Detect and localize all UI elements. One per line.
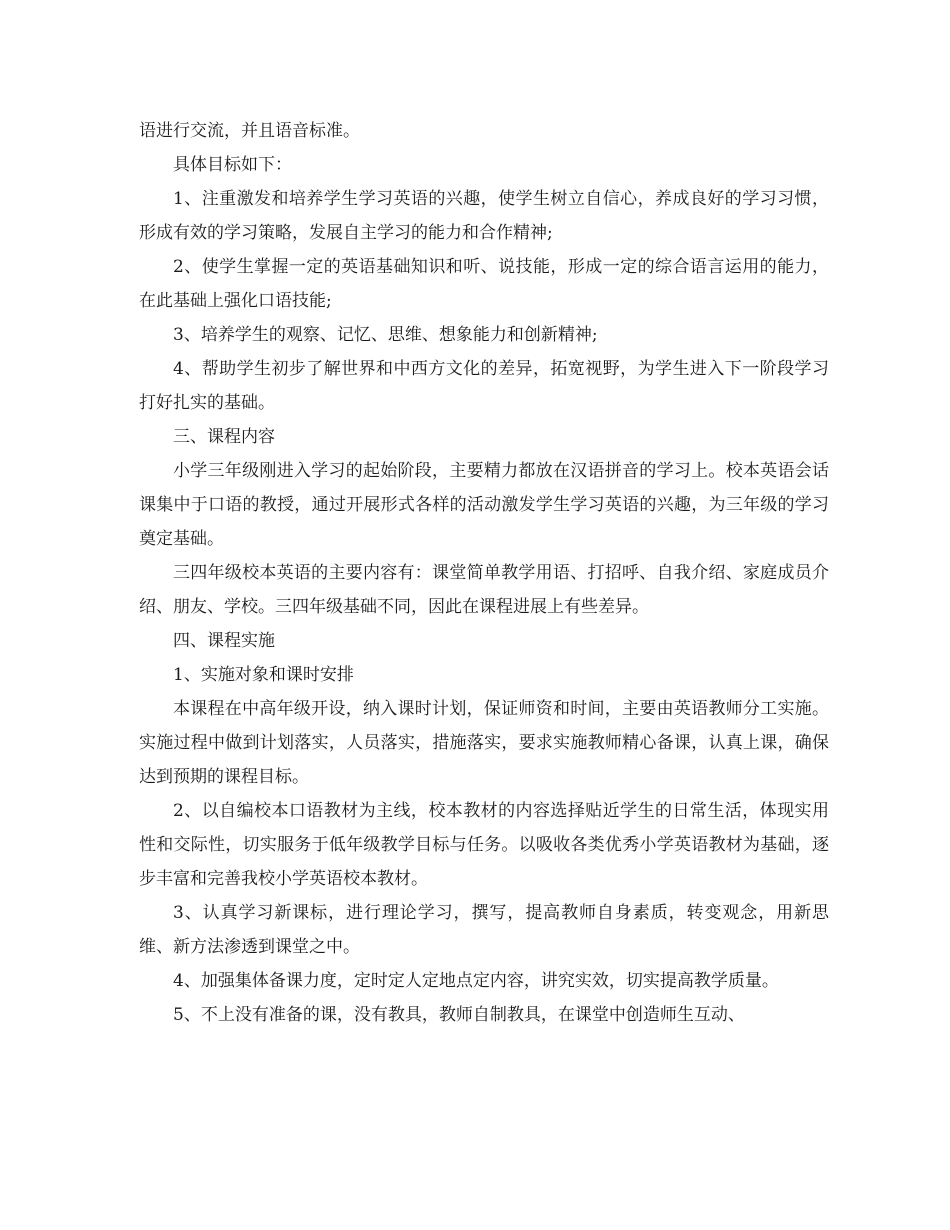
paragraph-continuation: 语进行交流，并且语音标准。 [139, 121, 360, 141]
paragraph-goal-4: 4、帮助学生初步了解世界和中西方文化的差异，拓宽视野，为学生进入下一阶段学习打好扎实的基础。 [139, 359, 829, 413]
paragraph-content-2: 三四年级校本英语的主要内容有：课堂简单教学用语、打招呼、自我介绍、家庭成员介绍、朋友、学校。三四年级基础不同，因此在课程进展上有些差异。 [139, 563, 829, 617]
paragraph-content-1: 小学三年级刚进入学习的起始阶段，主要精力都放在汉语拼音的学习上。校本英语会话课集中于口语的教授，通过开展形式各样的活动激发学生学习英语的兴趣，为三年级的学习奠定基础。 [139, 461, 829, 549]
paragraph-goals-intro: 具体目标如下： [173, 155, 292, 175]
paragraph-implementation-2: 2、以自编校本口语教材为主线，校本教材的内容选择贴近学生的日常生活，体现实用性和交际性，切实服务于低年级教学目标与任务。以吸收各类优秀小学英语教材为基础，逐步丰富和完善我校小学英语校本教材。 [139, 801, 829, 889]
paragraph-implementation-3: 3、认真学习新课标，进行理论学习，撰写，提高教师自身素质，转变观念，用新思维、新方法渗透到课堂之中。 [139, 903, 829, 957]
paragraph-goal-3: 3、培养学生的观察、记忆、思维、想象能力和创新精神; [173, 325, 598, 345]
section-heading-content: 三、课程内容 [173, 427, 275, 447]
document-body [139, 114, 829, 1032]
paragraph-implementation-1: 本课程在中高年级开设，纳入课时计划，保证师资和时间，主要由英语教师分工实施。实施过程中做到计划落实，人员落实，措施落实，要求实施教师精心备课，认真上课，确保达到预期的课程目标。 [139, 699, 829, 787]
paragraph-implementation-4: 4、加强集体备课力度，定时定人定地点定内容，讲究实效，切实提高教学质量。 [173, 971, 779, 991]
paragraph-goal-1: 1、注重激发和培养学生学习英语的兴趣，使学生树立自信心，养成良好的学习习惯，形成有效的学习策略，发展自主学习的能力和合作精神; [139, 189, 829, 243]
paragraph-goal-2: 2、使学生掌握一定的英语基础知识和听、说技能，形成一定的综合语言运用的能力，在此基础上强化口语技能; [139, 257, 829, 311]
section-heading-implementation: 四、课程实施 [173, 631, 275, 651]
subheading-target-schedule: 1、实施对象和课时安排 [173, 665, 354, 685]
paragraph-implementation-5: 5、不上没有准备的课，没有教具，教师自制教具，在课堂中创造师生互动、 [173, 1005, 745, 1025]
